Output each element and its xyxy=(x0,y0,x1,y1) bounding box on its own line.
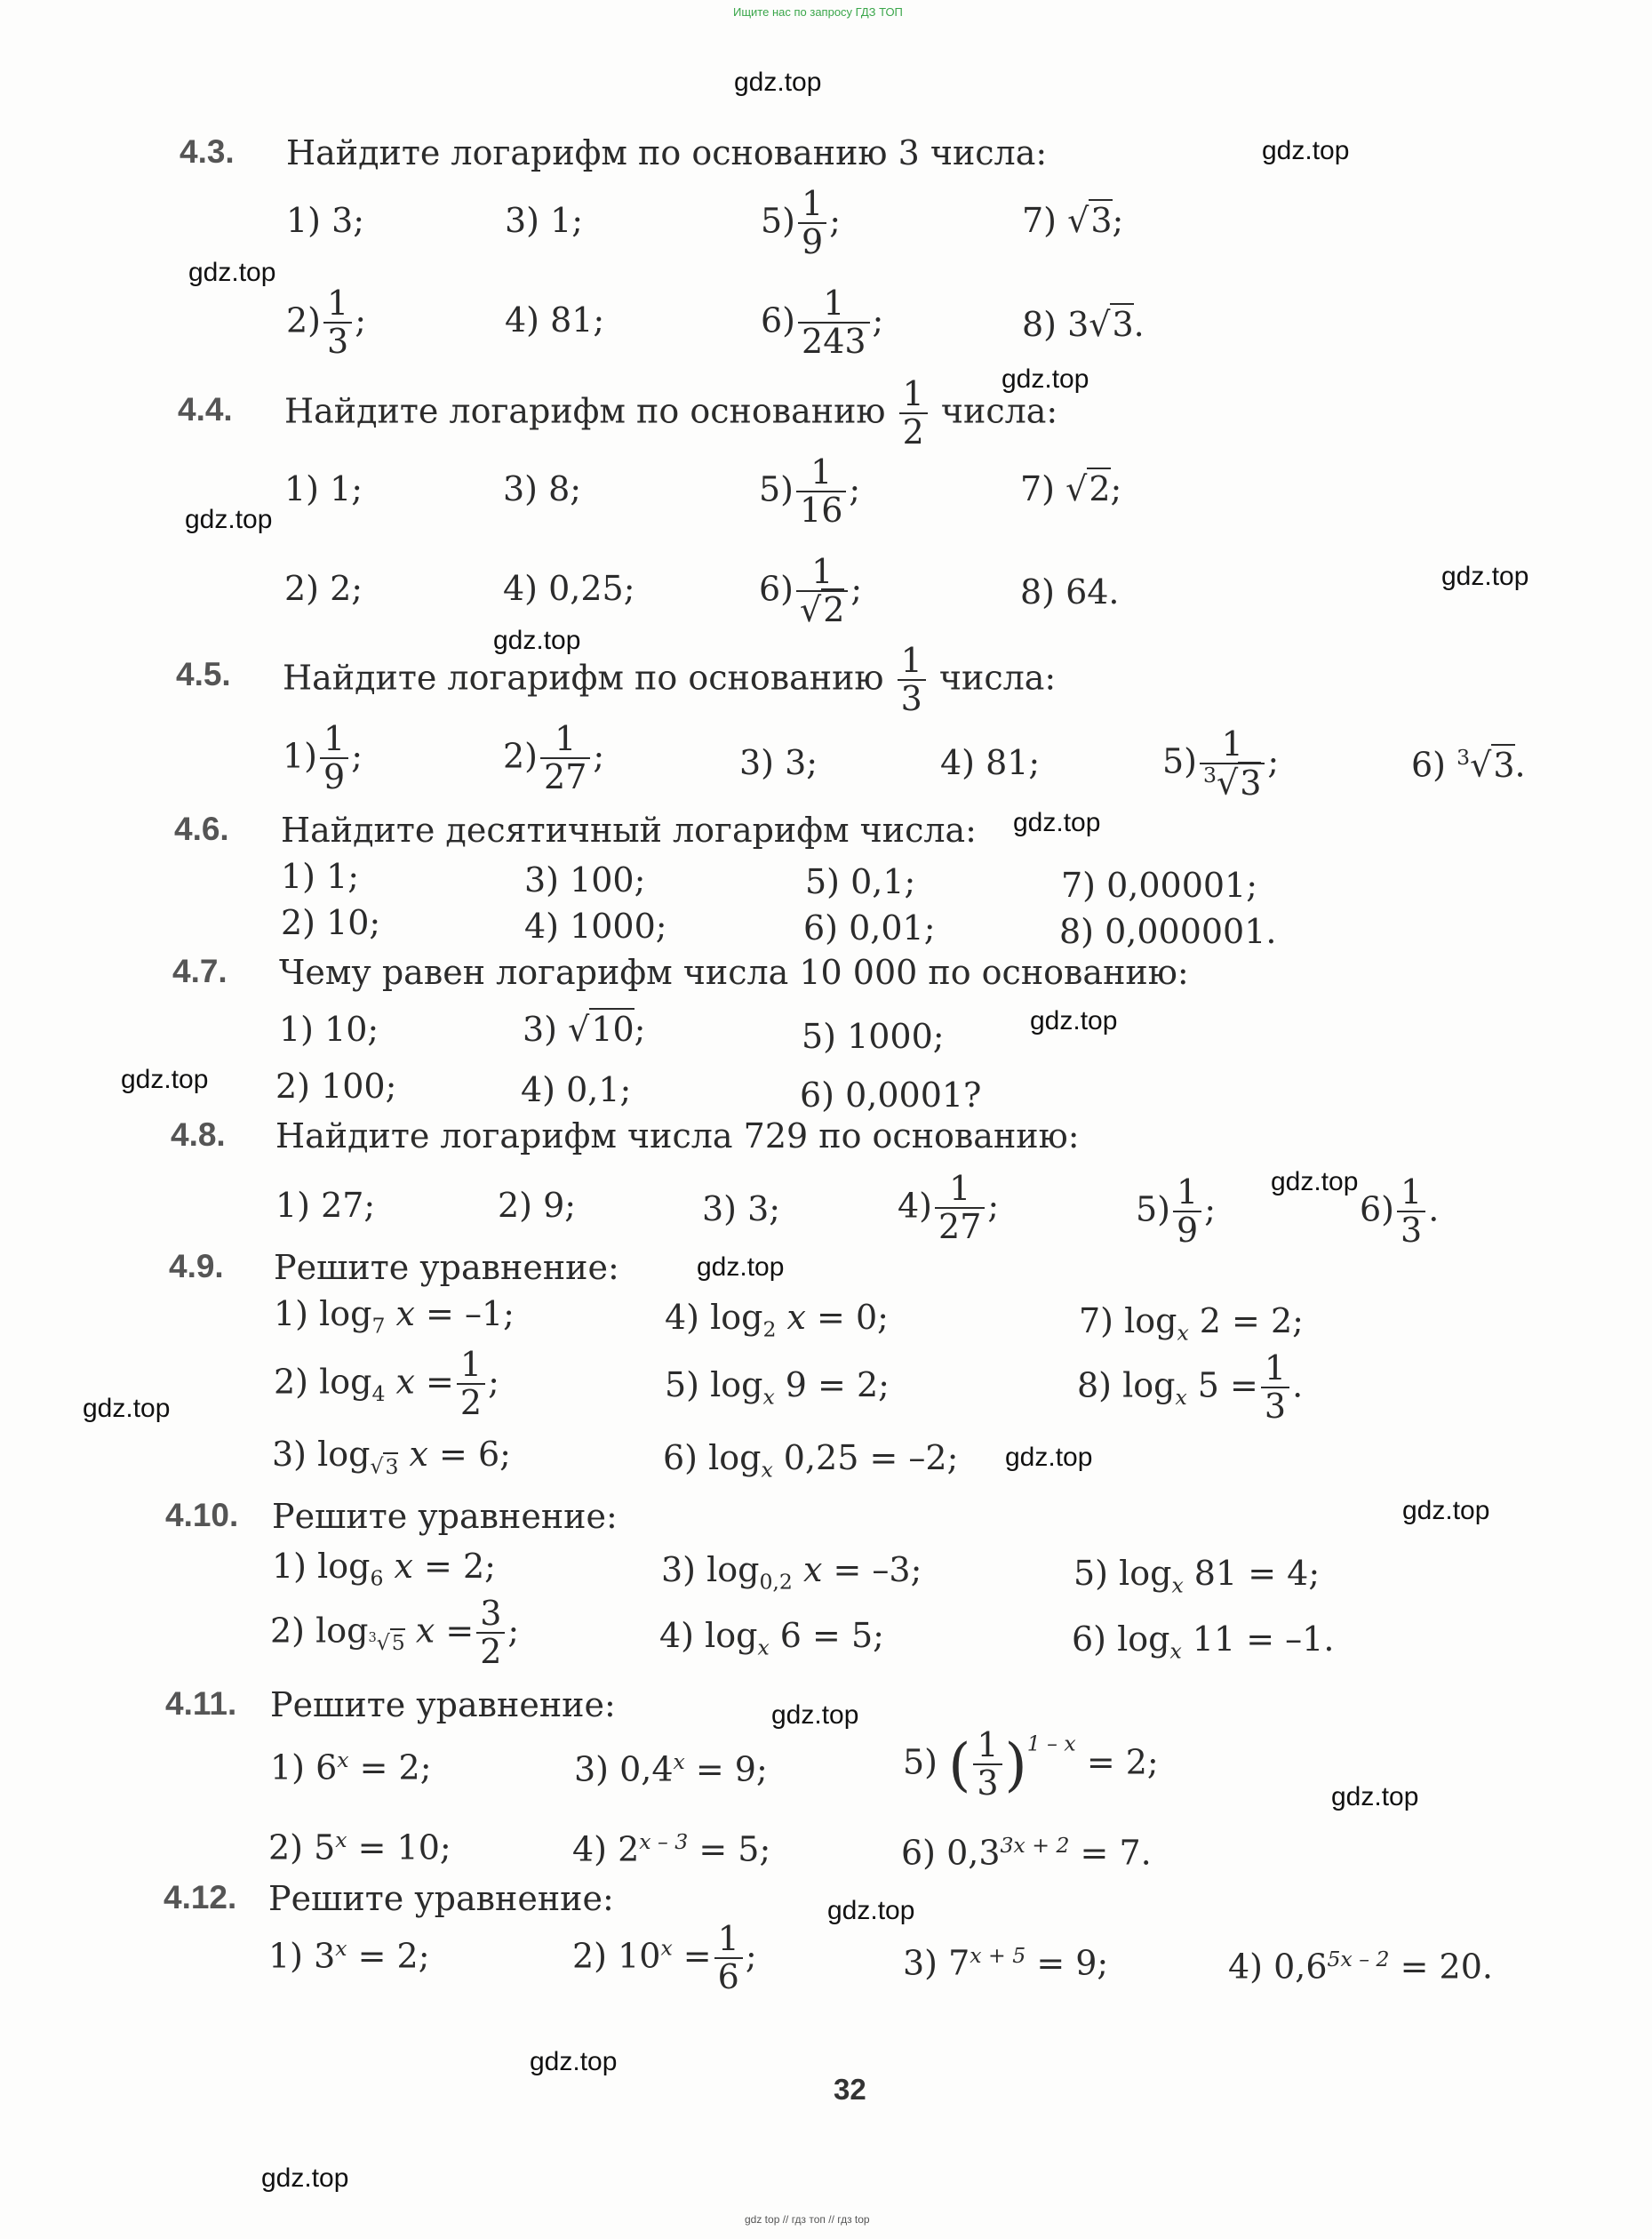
problem-statement: Найдите логарифм по основанию $\frac{1}{2}$ числа: xyxy=(284,374,1058,452)
problem-number: 4.12. xyxy=(164,1879,237,1915)
problem-statement: Найдите логарифм по основанию $\frac{1}{3}$ числа: xyxy=(283,641,1057,718)
equation-item: 7) $\log_x 2 = 2$; xyxy=(1079,1301,1304,1346)
answer-item: 2) $\frac{1}{27}$ ; xyxy=(503,719,605,796)
equation-item: 6) $0,3^{3x + 2} = 7$. xyxy=(901,1833,1152,1873)
problem-number: 4.7. xyxy=(172,953,227,989)
problem-statement: Решите уравнение: xyxy=(268,1879,614,1918)
watermark: gdz.top xyxy=(697,1252,785,1282)
answer-item: 1) 1; xyxy=(281,857,360,896)
watermark: gdz.top xyxy=(83,1394,171,1423)
answer-item: 6) 0,01; xyxy=(803,908,936,948)
watermark: gdz.top xyxy=(771,1700,859,1730)
problem-number: 4.5. xyxy=(176,656,231,692)
answer-item: 4) 0,1; xyxy=(521,1070,632,1109)
equation-item: 4) $2^{x - 3} = 5$; xyxy=(572,1829,771,1869)
answer-item: 3) √10; xyxy=(523,1010,646,1049)
answer-item: 1) 3; xyxy=(286,201,365,240)
equation-item: 2) $\log_4 x$ = $\frac{1}{2}$ ; xyxy=(274,1345,499,1422)
equation-item: 6) $\log_x 11 = -1$. xyxy=(1072,1619,1335,1664)
problem-number: 4.8. xyxy=(171,1116,226,1153)
watermark: gdz.top xyxy=(1262,136,1350,165)
problem-statement: Найдите логарифм числа 729 по основанию: xyxy=(275,1116,1080,1155)
answer-item: 2) 9; xyxy=(498,1186,577,1225)
equation-item: 1) $\log_7 x = -1$; xyxy=(274,1294,515,1339)
answer-item: 2) 10; xyxy=(281,903,381,942)
watermark: gdz.top xyxy=(1005,1443,1093,1472)
watermark: gdz.top xyxy=(1331,1782,1419,1811)
equation-item: 4) $\log_2 x = 0$; xyxy=(665,1298,889,1342)
answer-item: 5) 1000; xyxy=(802,1017,945,1056)
watermark: gdz.top xyxy=(1002,364,1089,394)
problem-statement: Решите уравнение: xyxy=(272,1497,618,1536)
equation-item: 1) $\log_6 x = 2$; xyxy=(272,1547,496,1591)
watermark: gdz.top xyxy=(121,1065,209,1094)
answer-item: 3) 1; xyxy=(505,201,584,240)
problem-statement: Решите уравнение: xyxy=(274,1248,619,1287)
answer-item: 7) √3; xyxy=(1022,201,1124,240)
equation-item: 2) $10^x$ = $\frac{1}{6}$ ; xyxy=(572,1919,757,1996)
answer-item: 2) 2; xyxy=(284,569,363,608)
header-note: Ищите нас по запросу ГДЗ ТОП xyxy=(733,5,903,19)
answer-item: 1) 1; xyxy=(284,469,363,508)
problem-number: 4.6. xyxy=(174,811,229,847)
watermark: gdz.top xyxy=(188,258,276,287)
answer-item: 3) 3; xyxy=(702,1189,781,1228)
answer-item: 8) 3√3. xyxy=(1022,305,1145,344)
answer-item: 6) $\frac{1}{√2}$ ; xyxy=(759,552,863,629)
answer-item: 6) $^3$√3. xyxy=(1411,745,1526,785)
equation-item: 5) ( $\frac{1}{3}$ )$^{1 - x}$ = 2; xyxy=(903,1725,1159,1803)
problem-number: 4.11. xyxy=(165,1685,237,1722)
answer-item: 3) 100; xyxy=(524,860,646,900)
equation-item: 3) $7^{x + 5} = 9$; xyxy=(903,1943,1109,1983)
problem-statement: Найдите десятичный логарифм числа: xyxy=(281,811,977,850)
watermark: gdz.top xyxy=(734,68,822,97)
answer-item: 3) 8; xyxy=(503,469,582,508)
watermark: gdz.top xyxy=(827,1896,915,1925)
problem-number: 4.9. xyxy=(169,1248,224,1284)
equation-item: 4) $\log_x 6 = 5$; xyxy=(659,1616,884,1660)
answer-item: 2) $\frac{1}{3}$ ; xyxy=(286,284,367,361)
footer-note: gdz top // гдз топ // гдз top xyxy=(745,2213,870,2226)
answer-item: 7) √2; xyxy=(1020,469,1122,508)
answer-item: 4) 81; xyxy=(505,300,605,340)
equation-item: 6) $\log_x 0,25 = -2$; xyxy=(663,1438,959,1483)
watermark: gdz.top xyxy=(1030,1006,1118,1036)
equation-item: 1) $6^x = 2$; xyxy=(270,1747,432,1787)
answer-item: 8) 64. xyxy=(1020,572,1120,612)
problem-number: 4.4. xyxy=(178,391,233,428)
watermark: gdz.top xyxy=(493,626,581,655)
page-number: 32 xyxy=(834,2073,866,2106)
equation-item: 3) $\log_{0,2} x = -3$; xyxy=(661,1550,922,1595)
answer-item: 4) $\frac{1}{27}$ ; xyxy=(898,1169,1000,1246)
problem-statement: Чему равен логарифм числа 10 000 по основанию: xyxy=(279,953,1189,992)
answer-item: 1) 27; xyxy=(275,1186,376,1225)
watermark: gdz.top xyxy=(1013,808,1101,837)
answer-item: 5) $\frac{1}{16}$ ; xyxy=(759,452,861,530)
answer-item: 5) 0,1; xyxy=(805,862,916,901)
problem-statement: Решите уравнение: xyxy=(270,1685,616,1724)
equation-item: 4) $0,6^{5x - 2} = 20$. xyxy=(1228,1947,1493,1987)
answer-item: 5) $\frac{1}{9}$ ; xyxy=(761,184,842,261)
answer-item: 8) 0,000001. xyxy=(1059,912,1277,951)
watermark: gdz.top xyxy=(1271,1167,1359,1196)
equation-item: 8) $\log_x 5$ = $\frac{1}{3}$ . xyxy=(1077,1348,1304,1426)
watermark: gdz.top xyxy=(1441,562,1529,591)
problem-number: 4.3. xyxy=(180,133,235,170)
answer-item: 6) $\frac{1}{3}$ . xyxy=(1360,1172,1440,1250)
answer-item: 2) 100; xyxy=(275,1067,397,1106)
problem-number: 4.10. xyxy=(165,1497,239,1533)
answer-item: 5) $\frac{1}{9}$ ; xyxy=(1136,1172,1217,1250)
watermark: gdz.top xyxy=(530,2047,618,2076)
watermark: gdz.top xyxy=(1402,1496,1490,1525)
answer-item: 1) 10; xyxy=(279,1010,379,1049)
watermark: gdz.top xyxy=(185,505,273,534)
equation-item: 3) $0,4^x = 9$; xyxy=(574,1749,768,1789)
answer-item: 7) 0,00001; xyxy=(1061,866,1258,905)
answer-item: 6) 0,0001? xyxy=(800,1076,982,1115)
equation-item: 5) $\log_x 9 = 2$; xyxy=(665,1365,890,1410)
answer-item: 5) $\frac{1}{^3√3}$ ; xyxy=(1162,724,1280,803)
equation-item: 5) $\log_x 81 = 4$; xyxy=(1073,1554,1321,1598)
answer-item: 3) 3; xyxy=(739,743,818,782)
answer-item: 1) $\frac{1}{9}$ ; xyxy=(283,719,363,796)
answer-item: 4) 0,25; xyxy=(503,569,635,608)
equation-item: 3) $\log_{√3} x = 6$; xyxy=(272,1435,511,1479)
answer-item: 4) 81; xyxy=(940,743,1041,782)
equation-item: 2) $5^x = 10$; xyxy=(268,1827,451,1867)
equation-item: 2) $\log_{^3√5} x$ = $\frac{3}{2}$ ; xyxy=(270,1594,520,1671)
watermark: gdz.top xyxy=(261,2163,349,2193)
equation-item: 1) $3^x = 2$; xyxy=(268,1936,430,1976)
answer-item: 6) $\frac{1}{243}$ ; xyxy=(761,284,884,361)
problem-statement: Найдите логарифм по основанию 3 числа: xyxy=(286,133,1048,172)
answer-item: 4) 1000; xyxy=(524,907,667,946)
